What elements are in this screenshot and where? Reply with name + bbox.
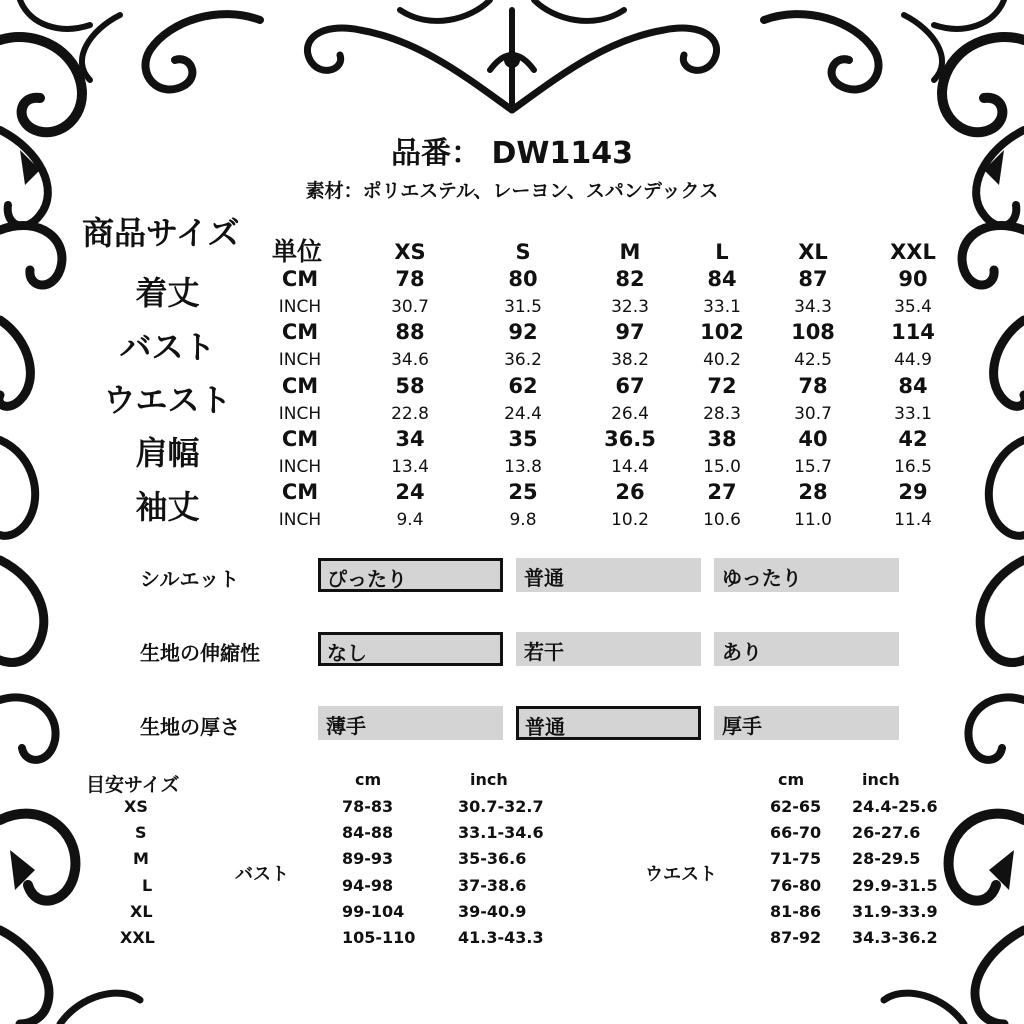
inch-value-cell: 15.7 [794,456,832,477]
measurement-label: バスト [119,328,216,366]
cm-value-cell: 24 [395,480,425,505]
inch-value-cell: 16.5 [894,456,932,477]
product-number [0,128,1024,172]
guide-waist-inch-head: inch [862,770,900,789]
fit-option: 若干 [516,632,701,666]
cm-value-cell: 92 [508,320,538,345]
unit-cm-label: CM [281,426,319,451]
fit-option: 普通 [516,706,701,740]
unit-cm-label: CM [281,480,319,505]
guide-bust-cm: 99-104 [342,901,405,921]
guide-heading: 目安サイズ [86,774,180,796]
guide-waist-label: ウエスト [645,864,717,885]
inch-value-cell: 13.4 [391,456,429,477]
guide-bust-cm: 89-93 [342,849,394,869]
cm-value-cell: 62 [508,373,538,398]
unit-inch-label: INCH [278,403,322,424]
inch-value-cell: 10.6 [703,510,741,531]
fit-row-label: シルエット [140,567,240,591]
cm-value-cell: 102 [700,320,744,345]
guide-waist-inch: 24.4-25.6 [852,797,938,816]
cm-value-cell: 114 [891,320,935,345]
fit-option: 普通 [516,558,701,592]
guide-waist-cm: 66-70 [770,823,822,843]
fit-option: あり [714,632,899,666]
unit-cm-label: CM [281,267,319,291]
guide-size-label: S [135,823,147,843]
guide-bust-cm: 84-88 [342,823,394,843]
cm-value-cell: 27 [707,480,737,505]
guide-waist-cm: 81-86 [770,901,822,921]
cm-value-cell: 26 [615,480,645,505]
cm-value-cell: 80 [508,267,538,291]
cm-value-cell: 40 [798,426,828,451]
unit-inch-label: INCH [278,510,322,531]
unit-inch-label: INCH [278,456,322,477]
fit-option: ゆったり [714,558,899,592]
cm-value-cell: 35 [508,426,538,451]
cm-value-cell: 58 [395,373,425,398]
size-header-m: M [619,240,641,264]
guide-waist-inch: 28-29.5 [852,849,921,869]
inch-value-cell: 30.7 [391,297,429,317]
inch-value-cell: 15.0 [703,456,741,477]
inch-value-cell: 44.9 [894,350,932,371]
guide-bust-inch: 30.7-32.7 [458,797,544,816]
inch-value-cell: 14.4 [611,456,649,477]
fit-option: 厚手 [714,706,899,740]
inch-value-cell: 24.4 [504,403,542,424]
fit-option: ぴったり [318,558,503,592]
fit-option: 薄手 [318,706,503,740]
inch-value-cell: 42.5 [794,350,832,371]
cm-value-cell: 34 [395,426,425,451]
cm-value-cell: 108 [791,320,835,345]
guide-waist-inch: 29.9-31.5 [852,875,938,895]
cm-value-cell: 28 [798,480,828,505]
material-line: 素材：ポリエステル、レーヨン、スパンデックス [305,180,719,202]
size-header-l: L [715,240,729,264]
cm-value-cell: 29 [898,480,928,505]
inch-value-cell: 32.3 [611,297,649,317]
inch-value-cell: 22.8 [391,403,429,424]
inch-value-cell: 36.2 [504,350,542,371]
guide-size-label: L [142,875,153,895]
product-number-label: 品番： [391,136,482,171]
cm-value-cell: 84 [898,373,928,398]
guide-size-label: M [133,849,149,869]
measurement-label: 着丈 [135,274,200,312]
inch-value-cell: 13.8 [504,456,542,477]
guide-bust-inch: 35-36.6 [458,849,527,869]
unit-inch-label: INCH [278,297,322,317]
inch-value-cell: 11.0 [794,510,832,531]
guide-bust-cm-head: cm [355,770,382,789]
inch-value-cell: 28.3 [703,403,741,424]
cm-value-cell: 88 [395,320,425,345]
guide-waist-cm: 71-75 [770,849,822,869]
cm-value-cell: 87 [798,267,828,291]
guide-bust-cm: 78-83 [342,797,394,816]
inch-value-cell: 11.4 [894,510,932,531]
cm-value-cell: 78 [798,373,828,398]
unit-cm-label: CM [281,320,319,345]
guide-bust-label: バスト [235,864,289,885]
cm-value-cell: 78 [395,267,425,291]
cm-value-cell: 97 [615,320,645,345]
inch-value-cell: 9.8 [509,510,537,531]
product-number-value: DW1143 [491,136,633,171]
guide-size-label: XS [124,797,148,816]
guide-bust-inch: 39-40.9 [458,901,527,921]
fit-option: なし [318,632,503,666]
cm-value-cell: 90 [898,267,928,291]
inch-value-cell: 40.2 [703,350,741,371]
fit-row-label: 生地の厚さ [140,715,240,739]
inch-value-cell: 35.4 [894,297,932,317]
cm-value-cell: 25 [508,480,538,505]
size-header-xxl: XXL [890,240,936,264]
unit-inch-label: INCH [278,350,322,371]
unit-heading: 単位 [272,237,323,266]
guide-bust-inch: 37-38.6 [458,875,527,895]
guide-bust-cm: 105-110 [342,928,416,947]
fit-row-label: 生地の伸縮性 [140,641,260,665]
measurement-label: 袖丈 [135,488,200,526]
size-header-xs: XS [394,240,426,264]
inch-value-cell: 26.4 [611,403,649,424]
guide-waist-cm-head: cm [778,770,805,789]
inch-value-cell: 30.7 [794,403,832,424]
guide-waist-inch: 26-27.6 [852,823,921,843]
inch-value-cell: 34.6 [391,350,429,371]
inch-value-cell: 34.3 [794,297,832,317]
guide-size-label: XL [130,901,153,921]
unit-cm-label: CM [281,373,319,398]
cm-value-cell: 42 [898,426,928,451]
inch-value-cell: 33.1 [894,403,932,424]
guide-bust-inch-head: inch [470,770,508,789]
guide-waist-inch: 34.3-36.2 [852,928,938,947]
size-header-xl: XL [798,240,828,264]
guide-waist-cm: 76-80 [770,875,822,895]
cm-value-cell: 38 [707,426,737,451]
guide-waist-cm: 62-65 [770,797,822,816]
guide-waist-inch: 31.9-33.9 [852,901,938,921]
inch-value-cell: 31.5 [504,297,542,317]
measurement-label: 肩幅 [135,434,200,472]
inch-value-cell: 38.2 [611,350,649,371]
cm-value-cell: 84 [707,267,737,291]
size-header-s: S [515,240,531,264]
guide-bust-cm: 94-98 [342,875,394,895]
cm-value-cell: 82 [615,267,645,291]
measurement-label: ウエスト [103,381,232,419]
cm-value-cell: 67 [615,373,645,398]
inch-value-cell: 33.1 [703,297,741,317]
guide-waist-cm: 87-92 [770,928,822,947]
inch-value-cell: 10.2 [611,510,649,531]
guide-bust-inch: 41.3-43.3 [458,928,544,947]
guide-size-label: XXL [120,928,155,947]
guide-bust-inch: 33.1-34.6 [458,823,544,843]
size-table-heading: 商品サイズ [82,214,240,252]
inch-value-cell: 9.4 [396,510,424,531]
cm-value-cell: 72 [707,373,737,398]
cm-value-cell: 36.5 [604,426,656,451]
